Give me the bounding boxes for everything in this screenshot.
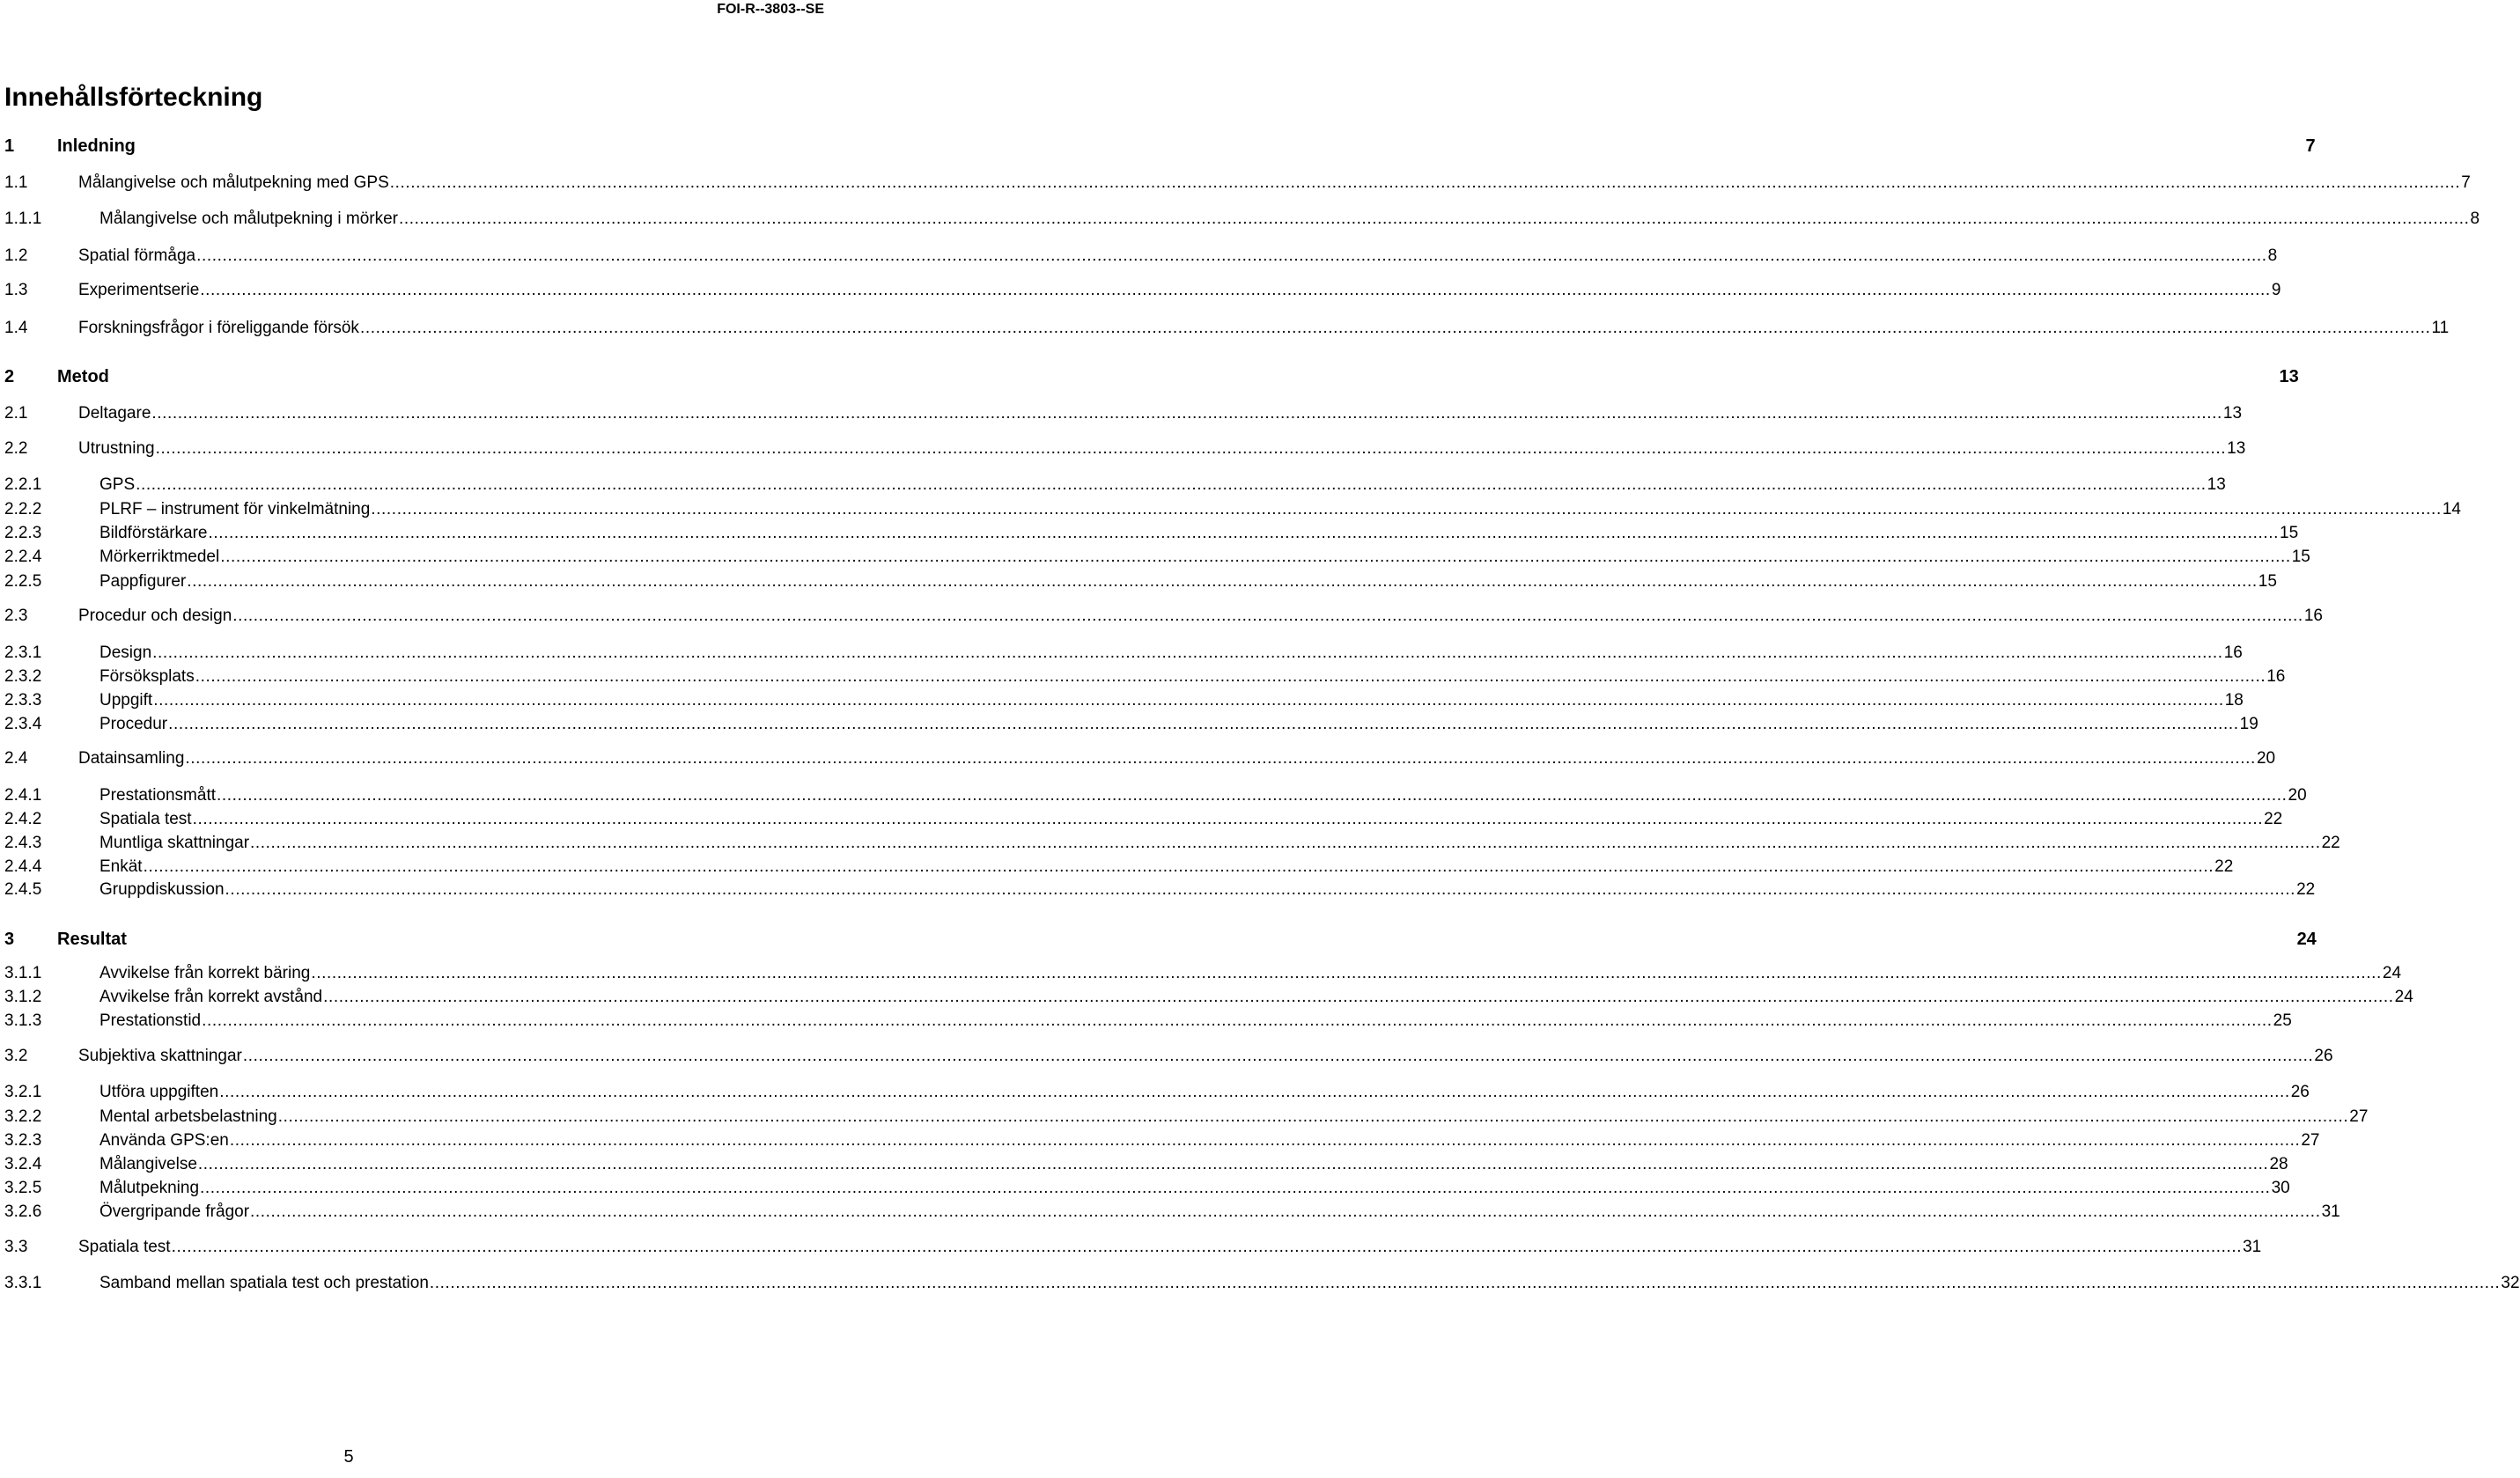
toc-entry-title[interactable]: Utrustning bbox=[78, 439, 155, 458]
toc-entry-title[interactable]: Procedur och design bbox=[78, 607, 232, 625]
toc-entry[interactable] bbox=[4, 1238, 2262, 1257]
dot-leader: ................................................................................................................................................................................................................................................................................................................................................................................................................ bbox=[168, 715, 2239, 733]
toc-entry[interactable] bbox=[4, 930, 2317, 949]
toc-entry[interactable] bbox=[4, 607, 2323, 626]
toc-entry-page: 16 bbox=[2266, 667, 2286, 686]
toc-entry-title[interactable]: Forskningsfrågor i föreliggande försök bbox=[78, 319, 359, 337]
dot-leader: ................................................................................................................................................................................................................................................................................................................................................................................................................ bbox=[151, 404, 2222, 423]
toc-entry-number: 3.2.2 bbox=[4, 1107, 42, 1126]
toc-entry-title[interactable]: Pappfigurer bbox=[99, 572, 187, 591]
toc-entry-page: 15 bbox=[2258, 572, 2277, 591]
toc-entry-page: 8 bbox=[2470, 210, 2480, 228]
toc-entry[interactable] bbox=[4, 173, 2471, 193]
toc-title: Innehållsförteckning bbox=[4, 83, 263, 112]
dot-leader: ................................................................................................................................................................................................................................................................................................................................................................................................................ bbox=[208, 524, 2280, 542]
dot-leader: ................................................................................................................................................................................................................................................................................................................................................................................................................ bbox=[185, 749, 2256, 768]
dot-leader: ................................................................................................................................................................................................................................................................................................................................................................................................................ bbox=[371, 500, 2442, 518]
toc-entry-number: 2.2.1 bbox=[4, 475, 42, 494]
toc-entry-page: 27 bbox=[2301, 1131, 2320, 1150]
dot-leader: ................................................................................................................................................................................................................................................................................................................................................................................................................ bbox=[196, 246, 2267, 265]
toc-entry-title[interactable]: Muntliga skattningar bbox=[99, 834, 250, 852]
toc-entry-page: 27 bbox=[2349, 1107, 2369, 1126]
toc-entry[interactable] bbox=[4, 810, 2283, 829]
dot-leader: ................................................................................................................................................................................................................................................................................................................................................................................................................ bbox=[219, 1083, 2290, 1101]
toc-entry-page: 7 bbox=[2461, 173, 2471, 192]
toc-entry[interactable] bbox=[4, 1131, 2320, 1151]
toc-entry-number: 1.3 bbox=[4, 281, 28, 299]
toc-entry-page: 32 bbox=[2501, 1274, 2520, 1292]
toc-entry-number: 3.2.5 bbox=[4, 1179, 42, 1197]
toc-entry-title[interactable]: Avvikelse från korrekt avstånd bbox=[99, 988, 323, 1006]
toc-entry-page: 18 bbox=[2224, 691, 2244, 710]
toc-entry[interactable] bbox=[4, 1202, 2340, 1222]
toc-entry[interactable] bbox=[4, 367, 2299, 386]
dot-leader: ................................................................................................................................................................................................................................................................................................................................................................................................................ bbox=[225, 880, 2296, 899]
toc-entry-title[interactable]: GPS bbox=[99, 475, 136, 494]
toc-entry-page: 22 bbox=[2296, 880, 2316, 899]
toc-entry-page: 22 bbox=[2214, 857, 2234, 876]
toc-entry[interactable] bbox=[4, 246, 2278, 266]
toc-entry-number: 2.4.3 bbox=[4, 834, 42, 852]
dot-leader: ................................................................................................................................................................................................................................................................................................................................................................................................................ bbox=[220, 548, 2291, 566]
toc-entry[interactable] bbox=[4, 1083, 2310, 1102]
toc-entry-page: 9 bbox=[2271, 281, 2281, 299]
toc-entry-number: 3.1.1 bbox=[4, 964, 42, 982]
toc-entry-page: 13 bbox=[2279, 367, 2299, 386]
toc-entry-title[interactable]: Använda GPS:en bbox=[99, 1131, 229, 1150]
toc-entry[interactable] bbox=[4, 1179, 2290, 1198]
toc-entry-page: 13 bbox=[2207, 475, 2226, 494]
toc-entry-title[interactable]: Gruppdiskussion bbox=[99, 880, 225, 899]
toc-entry-title[interactable]: Målutpekning bbox=[99, 1179, 200, 1197]
toc-entry-page: 7 bbox=[2305, 136, 2316, 156]
toc-entry[interactable] bbox=[4, 404, 2243, 423]
dot-leader: ................................................................................................................................................................................................................................................................................................................................................................................................................ bbox=[389, 173, 2461, 192]
toc-entry[interactable] bbox=[4, 643, 2243, 663]
toc-entry-page: 24 bbox=[2296, 930, 2317, 949]
toc-entry-number: 2.2.2 bbox=[4, 500, 42, 518]
toc-entry-title[interactable]: Samband mellan spatiala test och prestation bbox=[99, 1274, 429, 1292]
toc-entry-title[interactable]: Inledning bbox=[57, 136, 136, 156]
toc-entry[interactable] bbox=[4, 572, 2277, 592]
toc-entry-number: 2.2.3 bbox=[4, 524, 42, 542]
toc-entry-number: 3.1.2 bbox=[4, 988, 42, 1006]
toc-entry-number: 2.1 bbox=[4, 404, 28, 423]
toc-entry-title[interactable]: Mental arbetsbelastning bbox=[99, 1107, 277, 1126]
toc-entry-title[interactable]: Prestationstid bbox=[99, 1011, 202, 1030]
dot-leader: ................................................................................................................................................................................................................................................................................................................................................................................................................ bbox=[192, 810, 2264, 828]
toc-entry-number: 3 bbox=[4, 930, 15, 949]
toc-entry-title[interactable]: Avvikelse från korrekt bäring bbox=[99, 964, 311, 982]
toc-entry-number: 2.4.1 bbox=[4, 786, 42, 805]
toc-entry-page: 28 bbox=[2269, 1155, 2288, 1173]
toc-entry-title[interactable]: Experimentserie bbox=[78, 281, 200, 299]
toc-entry-number: 1.1 bbox=[4, 173, 28, 192]
toc-entry-page: 26 bbox=[2314, 1047, 2333, 1065]
toc-entry-title[interactable]: Prestationsmått bbox=[99, 786, 216, 805]
dot-leader: ................................................................................................................................................................................................................................................................................................................................................................................................................ bbox=[250, 1202, 2321, 1221]
toc-entry-title[interactable]: Enkät bbox=[99, 857, 143, 876]
toc-entry[interactable] bbox=[4, 1274, 2520, 1293]
toc-entry-number: 2 bbox=[4, 367, 15, 386]
toc-entry[interactable] bbox=[4, 1011, 2292, 1031]
toc-entry[interactable] bbox=[4, 691, 2244, 710]
toc-entry-number: 2.4.5 bbox=[4, 880, 42, 899]
toc-entry[interactable] bbox=[4, 964, 2402, 983]
toc-entry-number: 3.1.3 bbox=[4, 1011, 42, 1030]
toc-entry-title[interactable]: Datainsamling bbox=[78, 749, 185, 768]
toc-entry[interactable] bbox=[4, 548, 2310, 567]
dot-leader: ................................................................................................................................................................................................................................................................................................................................................................................................................ bbox=[200, 1179, 2271, 1197]
dot-leader: ................................................................................................................................................................................................................................................................................................................................................................................................................ bbox=[171, 1238, 2243, 1256]
toc-entry[interactable] bbox=[4, 834, 2340, 853]
toc-entry-title[interactable]: Metod bbox=[57, 367, 109, 386]
toc-entry-title[interactable]: Målangivelse bbox=[99, 1155, 197, 1173]
toc-entry[interactable] bbox=[4, 988, 2413, 1007]
dot-leader: ................................................................................................................................................................................................................................................................................................................................................................................................................ bbox=[311, 964, 2382, 982]
toc-entry[interactable] bbox=[4, 319, 2450, 338]
toc-entry[interactable] bbox=[4, 281, 2281, 300]
toc-entry-title[interactable]: Spatial förmåga bbox=[78, 246, 196, 265]
dot-leader: ................................................................................................................................................................................................................................................................................................................................................................................................................ bbox=[250, 834, 2321, 852]
toc-entry-page: 26 bbox=[2290, 1083, 2310, 1101]
toc-entry-number: 3.2.6 bbox=[4, 1202, 42, 1221]
toc-entry-number: 2.3.3 bbox=[4, 691, 42, 710]
toc-entry-title[interactable]: Bildförstärkare bbox=[99, 524, 208, 542]
toc-entry-title[interactable]: Procedur bbox=[99, 715, 168, 733]
toc-entry[interactable] bbox=[4, 880, 2316, 900]
toc-entry-number: 3.2 bbox=[4, 1047, 28, 1065]
toc-entry-page: 24 bbox=[2382, 964, 2402, 982]
toc-entry[interactable] bbox=[4, 136, 2316, 156]
toc-entry-number: 1.2 bbox=[4, 246, 28, 265]
toc-entry-page: 20 bbox=[2288, 786, 2307, 805]
toc-entry-page: 15 bbox=[2280, 524, 2299, 542]
toc-entry-page: 8 bbox=[2267, 246, 2278, 265]
toc-entry-number: 1.1.1 bbox=[4, 210, 42, 228]
toc-entry[interactable] bbox=[4, 667, 2286, 687]
dot-leader: ................................................................................................................................................................................................................................................................................................................................................................................................................ bbox=[429, 1274, 2501, 1292]
toc-entry-number: 2.2 bbox=[4, 439, 28, 458]
toc-entry-number: 2.3 bbox=[4, 607, 28, 625]
page-number: 5 bbox=[343, 1447, 354, 1467]
toc-entry-number: 2.3.1 bbox=[4, 643, 42, 662]
toc-entry-page: 31 bbox=[2321, 1202, 2340, 1221]
toc-entry-title[interactable]: Uppgift bbox=[99, 691, 153, 710]
toc-entry-number: 2.2.5 bbox=[4, 572, 42, 591]
toc-entry-number: 2.3.2 bbox=[4, 667, 42, 686]
toc-entry-title[interactable]: Spatiala test bbox=[78, 1238, 171, 1256]
toc-entry-page: 16 bbox=[2303, 607, 2323, 625]
toc-entry-title[interactable]: PLRF – instrument för vinkelmätning bbox=[99, 500, 371, 518]
toc-entry-title[interactable]: Design bbox=[99, 643, 152, 662]
toc-entry-page: 22 bbox=[2264, 810, 2283, 828]
dot-leader: ................................................................................................................................................................................................................................................................................................................................................................................................................ bbox=[399, 210, 2470, 228]
toc-entry-number: 1 bbox=[4, 136, 15, 156]
toc-entry[interactable] bbox=[4, 475, 2226, 495]
toc-entry-page: 30 bbox=[2271, 1179, 2290, 1197]
toc-entry-page: 20 bbox=[2256, 749, 2276, 768]
toc-entry-page: 24 bbox=[2394, 988, 2413, 1006]
dot-leader: ................................................................................................................................................................................................................................................................................................................................................................................................................ bbox=[323, 988, 2394, 1006]
dot-leader: ................................................................................................................................................................................................................................................................................................................................................................................................................ bbox=[200, 281, 2271, 299]
toc-entry[interactable] bbox=[4, 210, 2480, 229]
toc-entry-page: 19 bbox=[2239, 715, 2258, 733]
dot-leader: ................................................................................................................................................................................................................................................................................................................................................................................................................ bbox=[242, 1047, 2314, 1065]
toc-entry-title[interactable]: Mörkerriktmedel bbox=[99, 548, 220, 566]
dot-leader: ................................................................................................................................................................................................................................................................................................................................................................................................................ bbox=[195, 667, 2266, 686]
toc-entry-number: 2.4.4 bbox=[4, 857, 42, 876]
dot-leader: ................................................................................................................................................................................................................................................................................................................................................................................................................ bbox=[229, 1131, 2301, 1150]
toc-entry[interactable] bbox=[4, 1107, 2369, 1127]
toc-entry-number: 3.2.1 bbox=[4, 1083, 42, 1101]
dot-leader: ................................................................................................................................................................................................................................................................................................................................................................................................................ bbox=[217, 786, 2288, 805]
toc-entry[interactable] bbox=[4, 1047, 2333, 1066]
toc-entry-page: 13 bbox=[2222, 404, 2243, 423]
toc-entry-title[interactable]: Målangivelse och målutpekning med GPS bbox=[78, 173, 389, 192]
toc-entry-title[interactable]: Deltagare bbox=[78, 404, 151, 423]
dot-leader: ................................................................................................................................................................................................................................................................................................................................................................................................................ bbox=[359, 319, 2431, 337]
toc-entry[interactable] bbox=[4, 500, 2461, 519]
dot-leader: ................................................................................................................................................................................................................................................................................................................................................................................................................ bbox=[153, 691, 2224, 710]
toc-entry-page: 14 bbox=[2442, 500, 2461, 518]
toc-entry[interactable] bbox=[4, 439, 2246, 459]
toc-entry-page: 16 bbox=[2223, 643, 2243, 662]
toc-entry-number: 3.2.3 bbox=[4, 1131, 42, 1150]
dot-leader: ................................................................................................................................................................................................................................................................................................................................................................................................................ bbox=[202, 1011, 2273, 1030]
toc-entry-page: 31 bbox=[2243, 1238, 2262, 1256]
toc-entry-page: 25 bbox=[2273, 1011, 2292, 1030]
toc-entry-number: 3.2.4 bbox=[4, 1155, 42, 1173]
toc-entry-number: 1.4 bbox=[4, 319, 28, 337]
toc-entry[interactable] bbox=[4, 715, 2258, 734]
dot-leader: ................................................................................................................................................................................................................................................................................................................................................................................................................ bbox=[277, 1107, 2349, 1126]
toc-entry-title[interactable]: Övergripande frågor bbox=[99, 1202, 250, 1221]
toc-entry-number: 3.3 bbox=[4, 1238, 28, 1256]
toc-entry-title[interactable]: Utföra uppgiften bbox=[99, 1083, 219, 1101]
toc-entry-page: 11 bbox=[2431, 319, 2450, 337]
toc-entry[interactable] bbox=[4, 524, 2299, 543]
toc-entry-title[interactable]: Spatiala test bbox=[99, 810, 192, 828]
toc-entry-title[interactable]: Målangivelse och målutpekning i mörker bbox=[99, 210, 398, 228]
toc-entry-page: 13 bbox=[2227, 439, 2246, 458]
toc-entry-number: 2.2.4 bbox=[4, 548, 42, 566]
toc-entry[interactable] bbox=[4, 857, 2234, 877]
toc-entry-number: 2.4.2 bbox=[4, 810, 42, 828]
toc-entry[interactable] bbox=[4, 749, 2276, 768]
toc-entry-page: 22 bbox=[2321, 834, 2340, 852]
dot-leader: ................................................................................................................................................................................................................................................................................................................................................................................................................ bbox=[136, 475, 2207, 494]
toc-entry-number: 2.4 bbox=[4, 749, 28, 768]
dot-leader: ................................................................................................................................................................................................................................................................................................................................................................................................................ bbox=[187, 572, 2258, 591]
dot-leader: ................................................................................................................................................................................................................................................................................................................................................................................................................ bbox=[232, 607, 2303, 625]
toc-entry-page: 15 bbox=[2291, 548, 2310, 566]
document-id: FOI-R--3803--SE bbox=[717, 2, 824, 17]
toc-entry-number: 3.3.1 bbox=[4, 1274, 42, 1292]
toc-entry-title[interactable]: Resultat bbox=[57, 930, 127, 949]
toc-entry-title[interactable]: Försöksplats bbox=[99, 667, 195, 686]
dot-leader: ................................................................................................................................................................................................................................................................................................................................................................................................................ bbox=[152, 643, 2223, 662]
toc-entry[interactable] bbox=[4, 1155, 2288, 1174]
toc-entry[interactable] bbox=[4, 786, 2307, 805]
toc-entry-title[interactable]: Subjektiva skattningar bbox=[78, 1047, 242, 1065]
dot-leader: ................................................................................................................................................................................................................................................................................................................................................................................................................ bbox=[197, 1155, 2269, 1173]
toc-entry-number: 2.3.4 bbox=[4, 715, 42, 733]
dot-leader: ................................................................................................................................................................................................................................................................................................................................................................................................................ bbox=[143, 857, 2214, 876]
dot-leader: ................................................................................................................................................................................................................................................................................................................................................................................................................ bbox=[155, 439, 2227, 458]
